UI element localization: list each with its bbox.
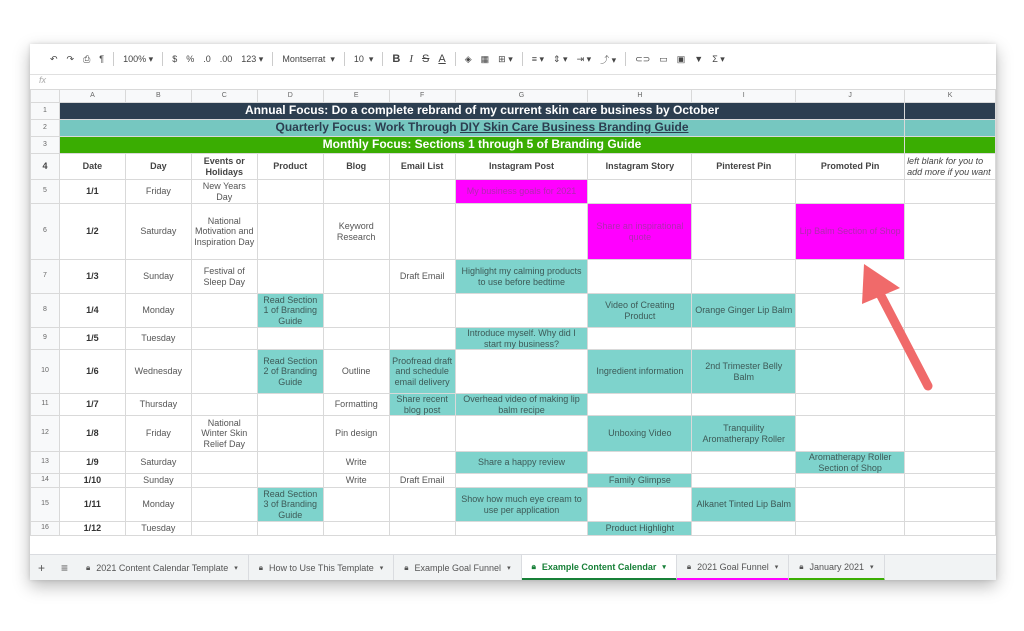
tab-label: 2021 Goal Funnel xyxy=(697,561,769,572)
column-header[interactable]: H xyxy=(588,90,692,103)
toolbar-divider xyxy=(272,52,273,66)
select-all-corner[interactable] xyxy=(31,90,60,103)
promoted-pin-cell[interactable] xyxy=(796,394,905,416)
header-date[interactable]: Date xyxy=(59,154,125,180)
instagram-story-cell[interactable]: Ingredient information xyxy=(588,350,692,394)
column-header[interactable]: B xyxy=(125,90,191,103)
table-row xyxy=(31,522,996,536)
product-cell[interactable] xyxy=(257,416,323,452)
chevron-down-icon: ▾ xyxy=(234,565,238,572)
instagram-story-cell[interactable] xyxy=(588,180,692,204)
currency-button[interactable]: $ xyxy=(172,54,178,64)
column-header-row xyxy=(31,90,996,103)
toolbar-divider xyxy=(113,52,114,66)
branding-guide-link[interactable]: DIY Skin Care Business Branding Guide xyxy=(459,120,689,135)
email-cell[interactable]: Draft Email xyxy=(389,260,455,294)
date-cell[interactable]: 1/10 xyxy=(59,474,125,488)
product-cell[interactable]: Read Section 1 of Branding Guide xyxy=(257,294,323,328)
date-cell[interactable]: 1/8 xyxy=(59,416,125,452)
instagram-story-cell[interactable]: Family Glimpse xyxy=(588,474,692,488)
event-cell[interactable] xyxy=(191,294,257,328)
date-cell[interactable]: 1/12 xyxy=(59,522,125,536)
instagram-post-cell[interactable]: Show how much eye cream to use per application xyxy=(455,488,588,522)
promoted-pin-cell[interactable] xyxy=(796,416,905,452)
pinterest-pin-cell[interactable] xyxy=(692,180,796,204)
day-cell[interactable]: Saturday xyxy=(125,204,191,260)
tab-how-to-use[interactable] xyxy=(249,555,395,580)
column-header[interactable]: I xyxy=(692,90,796,103)
tab-label: Example Goal Funnel xyxy=(414,563,502,573)
instagram-post-cell[interactable] xyxy=(455,204,588,260)
date-cell[interactable]: 1/3 xyxy=(59,260,125,294)
date-cell[interactable]: 1/6 xyxy=(59,350,125,394)
functions-icon[interactable]: Σ ▾ xyxy=(712,53,725,64)
cell[interactable] xyxy=(905,204,996,260)
header-blog[interactable]: Blog xyxy=(323,154,389,180)
chevron-down-icon: ▾ xyxy=(379,565,384,572)
email-cell[interactable] xyxy=(389,452,455,474)
day-cell[interactable]: Saturday xyxy=(125,452,191,474)
annual-focus-cell[interactable]: Annual Focus: Do a complete rebrand of my current skin care business by October xyxy=(59,103,904,120)
cell[interactable] xyxy=(905,452,996,474)
day-cell[interactable]: Sunday xyxy=(125,260,191,294)
column-header[interactable]: D xyxy=(257,90,323,103)
table-row xyxy=(31,488,996,522)
tab-content-calendar-template[interactable] xyxy=(76,555,249,580)
promoted-pin-cell[interactable]: Aromatherapy Roller Section of Shop xyxy=(796,452,905,474)
lock-icon: 🔒︎ xyxy=(531,561,536,571)
email-cell[interactable] xyxy=(389,294,455,328)
chart-icon[interactable]: ▣ xyxy=(676,53,686,64)
table-row xyxy=(31,394,996,416)
email-cell[interactable] xyxy=(389,522,455,536)
instagram-story-cell[interactable] xyxy=(588,488,692,522)
filter-icon[interactable]: ▼ xyxy=(694,54,704,64)
email-cell[interactable] xyxy=(389,328,455,350)
monthly-focus-cell[interactable]: Monthly Focus: Sections 1 through 5 of Branding Guide xyxy=(59,137,904,154)
cell[interactable] xyxy=(905,120,996,137)
add-sheet-icon[interactable]: + xyxy=(38,561,46,575)
product-cell[interactable] xyxy=(257,260,323,294)
font-size-select[interactable]: 10 ▾ xyxy=(353,53,374,64)
product-cell[interactable]: Read Section 2 of Branding Guide xyxy=(257,350,323,394)
product-cell[interactable] xyxy=(257,180,323,204)
promoted-pin-cell[interactable] xyxy=(796,522,905,536)
pinterest-pin-cell[interactable] xyxy=(692,260,796,294)
event-cell[interactable] xyxy=(191,522,257,536)
row-number[interactable]: 8 xyxy=(31,294,60,328)
instagram-story-cell[interactable] xyxy=(588,394,692,416)
blog-cell[interactable]: Keyword Research xyxy=(323,204,389,260)
header-blank-note[interactable]: left blank for you to add more if you want xyxy=(905,154,996,180)
merge-cells-icon[interactable]: ⊞ ▾ xyxy=(498,53,513,64)
pinterest-pin-cell[interactable]: Orange Ginger Lip Balm xyxy=(692,294,796,328)
tab-label: Example Content Calendar xyxy=(541,561,657,572)
italic-button[interactable]: I xyxy=(409,53,414,65)
blog-cell[interactable]: Outline xyxy=(323,350,389,394)
product-cell[interactable] xyxy=(257,394,323,416)
horizontal-align-icon[interactable]: ≡ ▾ xyxy=(531,53,545,64)
font-value: Montserrat xyxy=(282,53,326,64)
row-number[interactable]: 3 xyxy=(31,137,60,154)
email-cell[interactable] xyxy=(389,488,455,522)
borders-icon[interactable]: ▦ xyxy=(480,53,490,64)
event-cell[interactable] xyxy=(191,474,257,488)
text-rotate-icon[interactable]: ⤴ ▾ xyxy=(600,54,617,65)
row-number[interactable]: 14 xyxy=(31,474,60,488)
bold-button[interactable]: B xyxy=(392,53,401,65)
pinterest-pin-cell[interactable]: Tranquility Aromatherapy Roller xyxy=(692,416,796,452)
product-cell[interactable] xyxy=(257,328,323,350)
header-product[interactable]: Product xyxy=(257,154,323,180)
row-number[interactable]: 9 xyxy=(31,328,60,350)
blog-cell[interactable] xyxy=(323,328,389,350)
instagram-post-cell[interactable] xyxy=(455,294,588,328)
column-header[interactable]: E xyxy=(323,90,389,103)
email-cell[interactable] xyxy=(389,416,455,452)
column-header[interactable]: A xyxy=(59,90,125,103)
all-sheets-icon[interactable]: ≡ xyxy=(61,561,69,575)
instagram-story-cell[interactable]: Product Highlight xyxy=(588,522,692,536)
table-row xyxy=(31,474,996,488)
row-number[interactable]: 12 xyxy=(31,416,60,452)
cell[interactable] xyxy=(905,103,996,120)
row-number[interactable]: 2 xyxy=(31,120,60,137)
text-color-button[interactable]: A xyxy=(438,53,446,65)
quarterly-focus-label: Quarterly Focus: Work Through xyxy=(275,120,460,135)
comment-icon[interactable]: ▭ xyxy=(659,53,668,64)
tab-label: 2021 Content Calendar Template xyxy=(96,563,229,573)
tab-2021-goal-funnel[interactable] xyxy=(677,555,789,580)
day-cell[interactable]: Friday xyxy=(125,180,191,204)
toolbar-divider xyxy=(344,52,345,66)
undo-icon[interactable]: ↶ xyxy=(50,53,58,64)
promoted-pin-cell[interactable] xyxy=(796,180,905,204)
promoted-pin-cell[interactable] xyxy=(796,474,905,488)
instagram-story-cell[interactable]: Unboxing Video xyxy=(588,416,692,452)
instagram-post-cell[interactable]: Overhead video of making lip balm recipe xyxy=(455,394,588,416)
event-cell[interactable]: New Years Day xyxy=(191,180,257,204)
column-header[interactable]: J xyxy=(796,90,905,103)
tab-label: January 2021 xyxy=(809,561,865,572)
annual-focus-row xyxy=(31,103,996,120)
promoted-pin-cell[interactable] xyxy=(796,488,905,522)
table-row xyxy=(31,452,996,474)
formula-bar[interactable] xyxy=(30,74,996,90)
paint-format-icon[interactable]: ¶ xyxy=(99,54,105,64)
day-cell[interactable]: Thursday xyxy=(125,394,191,416)
event-cell[interactable]: National Motivation and Inspiration Day xyxy=(191,204,257,260)
quarterly-focus-row xyxy=(31,120,996,137)
quarterly-focus-cell[interactable] xyxy=(59,120,904,137)
email-cell[interactable] xyxy=(389,204,455,260)
instagram-post-cell[interactable]: Share a happy review xyxy=(455,452,588,474)
blog-cell[interactable]: Write xyxy=(323,474,389,488)
day-cell[interactable]: Monday xyxy=(125,488,191,522)
day-cell[interactable]: Wednesday xyxy=(125,350,191,394)
row-number[interactable]: 1 xyxy=(31,103,60,120)
cell[interactable] xyxy=(905,474,996,488)
toolbar-divider xyxy=(625,52,626,66)
instagram-post-cell[interactable] xyxy=(455,522,588,536)
email-cell[interactable]: Share recent blog post xyxy=(389,394,455,416)
column-header[interactable]: G xyxy=(455,90,588,103)
more-formats-button[interactable]: 123 ▾ xyxy=(241,53,264,64)
cell[interactable] xyxy=(905,394,996,416)
table-row xyxy=(31,416,996,452)
date-cell[interactable]: 1/9 xyxy=(59,452,125,474)
toolbar-divider xyxy=(455,52,456,66)
row-number[interactable]: 4 xyxy=(31,154,60,180)
strikethrough-button[interactable]: S xyxy=(422,53,430,65)
event-cell[interactable] xyxy=(191,394,257,416)
percent-button[interactable]: % xyxy=(186,54,195,64)
tab-label: How to Use This Template xyxy=(269,563,374,573)
day-cell[interactable]: Friday xyxy=(125,416,191,452)
event-cell[interactable] xyxy=(191,328,257,350)
pinterest-pin-cell[interactable]: Alkanet Tinted Lip Balm xyxy=(692,488,796,522)
tab-example-content-calendar[interactable] xyxy=(522,555,677,580)
pinterest-pin-cell[interactable] xyxy=(692,522,796,536)
pinterest-pin-cell[interactable] xyxy=(692,452,796,474)
monthly-focus-row xyxy=(31,137,996,154)
zoom-select[interactable]: 100% ▾ xyxy=(123,53,154,64)
header-day[interactable]: Day xyxy=(125,154,191,180)
link-icon[interactable]: ⊂⊃ xyxy=(635,53,651,64)
event-cell[interactable] xyxy=(191,488,257,522)
event-cell[interactable]: Festival of Sleep Day xyxy=(191,260,257,294)
chevron-down-icon: ▾ xyxy=(870,563,874,571)
email-cell[interactable] xyxy=(389,180,455,204)
date-cell[interactable]: 1/4 xyxy=(59,294,125,328)
blog-cell[interactable] xyxy=(323,488,389,522)
chevron-down-icon: ▾ xyxy=(662,563,666,571)
column-header[interactable]: F xyxy=(389,90,455,103)
blog-cell[interactable]: Pin design xyxy=(323,416,389,452)
table-row xyxy=(31,180,996,204)
sigma-label: Σ xyxy=(712,53,718,64)
table-row xyxy=(31,204,996,260)
increase-decimal-button[interactable]: .00 xyxy=(219,54,233,64)
chevron-down-icon: ▾ xyxy=(507,565,511,572)
instagram-post-cell[interactable] xyxy=(455,416,588,452)
date-cell[interactable]: 1/2 xyxy=(59,204,125,260)
row-number[interactable]: 11 xyxy=(31,394,60,416)
event-cell[interactable]: National Winter Skin Relief Day xyxy=(191,416,257,452)
cell[interactable] xyxy=(905,137,996,154)
row-number[interactable]: 16 xyxy=(31,522,60,536)
pinterest-pin-cell[interactable] xyxy=(692,328,796,350)
pinterest-pin-cell[interactable] xyxy=(692,474,796,488)
toolbar-divider xyxy=(162,52,163,66)
header-pinterest-pin[interactable]: Pinterest Pin xyxy=(692,154,796,180)
font-select[interactable]: Montserrat ▾ xyxy=(282,53,335,64)
blog-cell[interactable] xyxy=(323,294,389,328)
row-number[interactable]: 10 xyxy=(31,350,60,394)
lock-icon: 🔒︎ xyxy=(686,561,692,571)
product-cell[interactable] xyxy=(257,204,323,260)
toolbar-divider xyxy=(382,52,383,66)
date-cell[interactable]: 1/5 xyxy=(59,328,125,350)
lock-icon: 🔒︎ xyxy=(258,563,264,572)
blog-cell[interactable] xyxy=(323,522,389,536)
cell[interactable] xyxy=(905,488,996,522)
product-cell[interactable]: Read Section 3 of Branding Guide xyxy=(257,488,323,522)
toolbar-divider xyxy=(522,52,523,66)
column-header[interactable]: K xyxy=(905,90,996,103)
toolbar xyxy=(30,44,996,74)
row-number[interactable]: 15 xyxy=(31,488,60,522)
blog-cell[interactable] xyxy=(323,260,389,294)
cell[interactable] xyxy=(905,180,996,204)
day-cell[interactable]: Sunday xyxy=(125,474,191,488)
chevron-down-icon: ▾ xyxy=(774,563,779,571)
instagram-story-cell[interactable] xyxy=(588,260,692,294)
instagram-post-cell[interactable] xyxy=(455,350,588,394)
day-cell[interactable]: Tuesday xyxy=(125,328,191,350)
pinterest-pin-cell[interactable] xyxy=(692,204,796,260)
row-number[interactable]: 5 xyxy=(31,180,60,204)
event-cell[interactable] xyxy=(191,350,257,394)
header-events[interactable]: Events or Holidays xyxy=(191,154,257,180)
header-promoted-pin[interactable]: Promoted Pin xyxy=(796,154,905,180)
pinterest-pin-cell[interactable] xyxy=(692,394,796,416)
fx-icon: fx xyxy=(39,75,47,85)
format-label: 123 xyxy=(241,53,257,64)
lock-icon: 🔒︎ xyxy=(799,561,804,571)
pinterest-pin-cell[interactable]: 2nd Trimester Belly Balm xyxy=(692,350,796,394)
row-number[interactable]: 13 xyxy=(31,452,60,474)
day-cell[interactable]: Tuesday xyxy=(125,522,191,536)
product-cell[interactable] xyxy=(257,452,323,474)
font-size-value: 10 xyxy=(353,53,364,64)
day-cell[interactable]: Monday xyxy=(125,294,191,328)
instagram-post-cell[interactable]: Highlight my calming products to use before bedtime xyxy=(455,260,588,294)
header-instagram-story[interactable]: Instagram Story xyxy=(588,154,692,180)
text-wrap-icon[interactable]: ⇥ ▾ xyxy=(576,53,592,64)
column-header[interactable]: C xyxy=(191,90,257,103)
redo-icon[interactable]: ↷ xyxy=(66,53,75,64)
sheet-tabs-bar xyxy=(30,554,996,580)
header-instagram-post[interactable]: Instagram Post xyxy=(455,154,588,180)
blog-cell[interactable]: Write xyxy=(323,452,389,474)
red-arrow-annotation xyxy=(850,262,940,392)
instagram-story-cell[interactable] xyxy=(588,452,692,474)
decrease-decimal-button[interactable]: .0 xyxy=(203,54,211,64)
promoted-pin-cell[interactable]: Lip Balm Section of Shop xyxy=(796,204,905,260)
instagram-story-cell[interactable] xyxy=(588,328,692,350)
instagram-post-cell[interactable]: Introduce myself. Why did I start my business? xyxy=(455,328,588,350)
header-email-list[interactable]: Email List xyxy=(389,154,455,180)
row-number[interactable]: 7 xyxy=(31,260,60,294)
row-number[interactable]: 6 xyxy=(31,204,60,260)
cell[interactable] xyxy=(905,522,996,536)
header-row xyxy=(31,154,996,180)
print-icon[interactable]: ⎙ xyxy=(83,53,91,64)
lock-icon: 🔒︎ xyxy=(404,563,409,572)
instagram-post-cell[interactable]: My business goals for 2021 xyxy=(455,180,588,204)
product-cell[interactable] xyxy=(257,522,323,536)
lock-icon: 🔒︎ xyxy=(86,563,91,572)
product-cell[interactable] xyxy=(257,474,323,488)
vertical-align-icon[interactable]: ⇕ ▾ xyxy=(553,53,568,64)
fill-color-icon[interactable]: ◈ xyxy=(464,53,472,64)
instagram-post-cell[interactable] xyxy=(455,474,588,488)
tab-january-2021[interactable] xyxy=(789,555,884,580)
zoom-value: 100% xyxy=(123,53,147,64)
blog-cell[interactable]: Formatting xyxy=(323,394,389,416)
cell[interactable] xyxy=(905,416,996,452)
blog-cell[interactable] xyxy=(323,180,389,204)
instagram-story-cell[interactable]: Share an inspirational quote xyxy=(588,204,692,260)
email-cell[interactable]: Proofread draft and schedule email delivery xyxy=(389,350,455,394)
date-cell[interactable]: 1/7 xyxy=(59,394,125,416)
date-cell[interactable]: 1/1 xyxy=(59,180,125,204)
event-cell[interactable] xyxy=(191,452,257,474)
tab-example-goal-funnel[interactable] xyxy=(394,555,521,580)
date-cell[interactable]: 1/11 xyxy=(59,488,125,522)
email-cell[interactable]: Draft Email xyxy=(389,474,455,488)
instagram-story-cell[interactable]: Video of Creating Product xyxy=(588,294,692,328)
